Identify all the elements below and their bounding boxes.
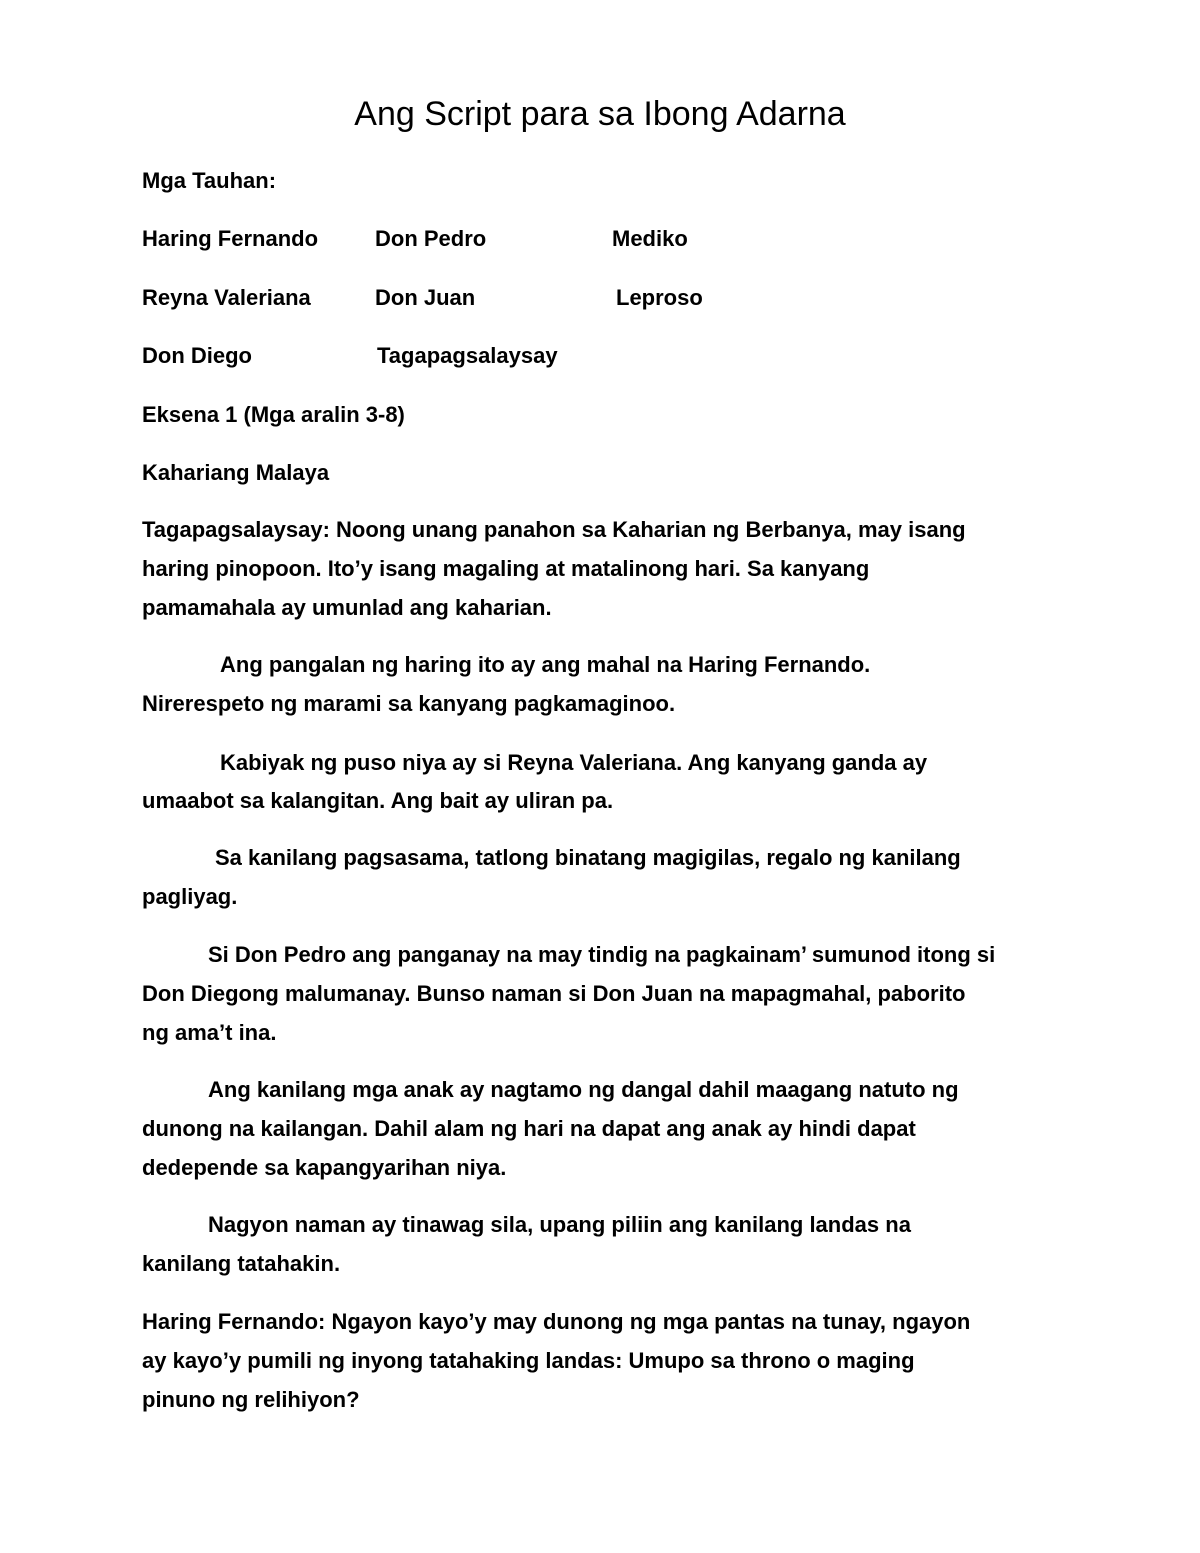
cast-haring-fernando: Haring Fernando (142, 226, 319, 251)
paragraph-6-line-3: dedepende sa kapangyarihan niya. (142, 1155, 507, 1180)
cast-don-juan: Don Juan (375, 285, 476, 310)
paragraph-1-line-1: Tagapagsalaysay: Noong unang panahon sa Kaharian ng Berbanya, may isang (142, 517, 966, 542)
paragraph-1-line-3: pamamahala ay umunlad ang kaharian. (142, 595, 552, 620)
paragraph-8-line-3: pinuno ng relihiyon? (142, 1387, 360, 1412)
paragraph-1-line-2: haring pinopoon. Ito’y isang magaling at matalinong hari. Sa kanyang (142, 556, 870, 581)
paragraph-8-line-1: Haring Fernando: Ngayon kayo’y may dunong ng mga pantas na tunay, ngayon (142, 1309, 971, 1334)
paragraph-7-line-1: Nagyon naman ay tinawag sila, upang piliin ang kanilang landas na (208, 1212, 911, 1237)
cast-don-diego: Don Diego (142, 343, 252, 368)
cast-tagapagsalaysay: Tagapagsalaysay (377, 343, 558, 368)
scene-heading: Eksena 1 (Mga aralin 3-8) (142, 402, 405, 427)
paragraph-5-line-3: ng ama’t ina. (142, 1020, 277, 1045)
paragraph-3-line-2: umaabot sa kalangitan. Ang bait ay uliran pa. (142, 788, 614, 813)
paragraph-2-line-2: Nirerespeto ng marami sa kanyang pagkamaginoo. (142, 691, 676, 716)
paragraph-3-line-1: Kabiyak ng puso niya ay si Reyna Valeriana. Ang kanyang ganda ay (220, 750, 928, 775)
paragraph-7-line-2: kanilang tatahakin. (142, 1251, 341, 1276)
setting-heading: Kahariang Malaya (142, 460, 330, 485)
paragraph-6-line-1: Ang kanilang mga anak ay nagtamo ng dangal dahil maagang natuto ng (208, 1077, 959, 1102)
paragraph-4-line-1: Sa kanilang pagsasama, tatlong binatang magigilas, regalo ng kanilang (215, 845, 961, 870)
paragraph-4-line-2: pagliyag. (142, 884, 238, 909)
cast-don-pedro: Don Pedro (375, 226, 487, 251)
cast-heading: Mga Tauhan: (142, 168, 277, 193)
document-title: Ang Script para sa Ibong Adarna (354, 95, 846, 133)
paragraph-2-line-1: Ang pangalan ng haring ito ay ang mahal na Haring Fernando. (220, 652, 871, 677)
paragraph-5-line-1: Si Don Pedro ang panganay na may tindig na pagkainam’ sumunod itong si (208, 942, 996, 967)
paragraph-5-line-2: Don Diegong malumanay. Bunso naman si Don Juan na mapagmahal, paborito (142, 981, 966, 1006)
cast-reyna-valeriana: Reyna Valeriana (142, 285, 311, 310)
paragraph-8-line-2: ay kayo’y pumili ng inyong tatahaking landas: Umupo sa throno o maging (142, 1348, 915, 1373)
cast-mediko: Mediko (612, 226, 688, 251)
paragraph-6-line-2: dunong na kailangan. Dahil alam ng hari na dapat ang anak ay hindi dapat (142, 1116, 916, 1141)
cast-leproso: Leproso (616, 285, 703, 310)
